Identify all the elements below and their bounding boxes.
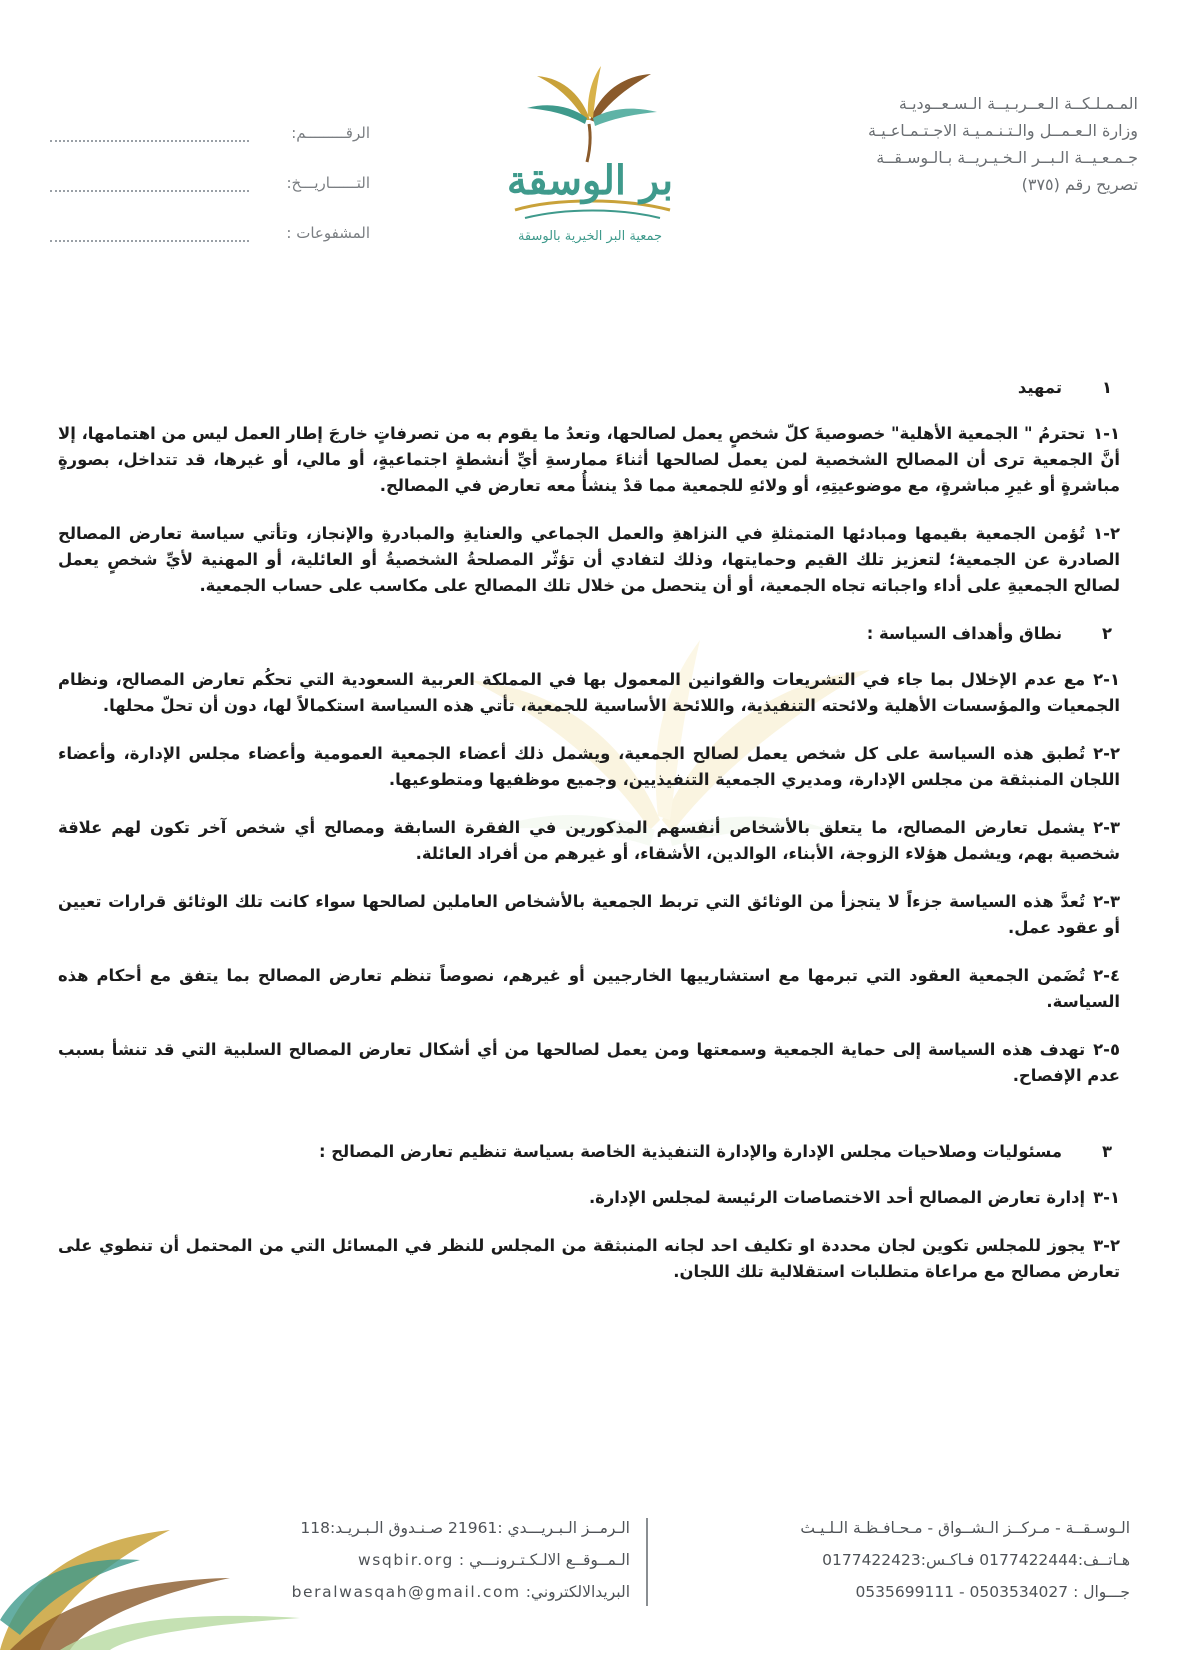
- section-title: مسئوليات وصلاحيات مجلس الإدارة والإدارة التنفيذية الخاصة بسياسة تنظيم تعارض المصالح :: [318, 1142, 1062, 1161]
- footer-contact-block: [210, 1512, 630, 1608]
- paragraph: [58, 521, 1120, 599]
- paragraph: [58, 741, 1120, 793]
- paragraph-number: ١-١: [1093, 424, 1120, 443]
- paragraph: [58, 963, 1120, 1015]
- paragraph: [58, 421, 1120, 499]
- paragraph-number: ٢-٣: [1093, 1236, 1120, 1255]
- paragraph-number: ٣-٢: [1093, 892, 1120, 911]
- paragraph-number: ١-٣: [1093, 1188, 1120, 1207]
- footer-postal: الـرمــز الـبـريـــدي :21961 صـنـدوق الـبـريـد:118: [300, 1519, 630, 1537]
- section-spacer: [58, 1111, 1120, 1139]
- section-title: تمهيد: [1017, 378, 1062, 397]
- section-number: ٣: [1101, 1142, 1112, 1161]
- ref-number-label: الرقـــــــــم:: [291, 124, 370, 142]
- footer-website: الـمــوقــع الالـكـتـرونـــي : wsqbir.org: [357, 1551, 630, 1569]
- org-line-ministry: وزارة الـعـمــل والـتـنـمـيـة الاجـتـمـاعـيـة: [867, 121, 1138, 140]
- ref-number-line: [50, 126, 249, 142]
- paragraph-text: يجوز للمجلس تكوين لجان محددة او تكليف احد لجانه المنبثقة من المجلس للنظر في المسائل التي من المحتمل أن تنطوي على تعارض مصالح مع مراعاة متطلبات استقلالية تلك اللجان.: [58, 1236, 1120, 1281]
- paragraph: [58, 815, 1120, 867]
- paragraph: [58, 667, 1120, 719]
- paragraph: [58, 1037, 1120, 1089]
- paragraph-text: تهدف هذه السياسة إلى حماية الجمعية وسمعتها ومن يعمل لصالحها من أي أشكال تعارض المصالح السلبية التي قد تنشأ بسبب عدم الإفصاح.: [58, 1040, 1120, 1085]
- section-title: نطاق وأهداف السياسة :: [866, 624, 1062, 643]
- paragraph-text: تُطبق هذه السياسة على كل شخص يعمل لصالح الجمعية، ويشمل ذلك أعضاء الجمعية العمومية وأعضاء مجلس الإدارة، وأعضاء اللجان المنبثقة من مجلس الإدارة، ومديري الجمعية التنفيذيين، وجميع موظفيها ومتطوعيها.: [58, 744, 1120, 789]
- ref-date-label: التــــــاريـــخ:: [286, 174, 370, 192]
- ref-date-row: [50, 142, 370, 192]
- footer: [60, 1512, 1130, 1610]
- footer-divider: [646, 1518, 648, 1606]
- section-number: ٢: [1101, 624, 1112, 643]
- paragraph: [58, 1185, 1120, 1211]
- section-number: ١: [1101, 378, 1112, 397]
- ref-attachments-row: [50, 192, 370, 242]
- paragraph-number: ٢-١: [1093, 524, 1120, 543]
- paragraph-number: ٤-٢: [1093, 966, 1120, 985]
- paragraph-number: ٣-٢: [1093, 818, 1120, 837]
- section-2-heading: [58, 621, 1120, 647]
- footer-mobile: جـــوال : 0503534027 - 0535699111: [855, 1583, 1130, 1601]
- org-line-permit: تصريح رقم (٣٧٥): [1021, 175, 1138, 194]
- document-body: [58, 375, 1120, 1307]
- org-line-kingdom: المـمـلـكــة الـعــربـيــة الـسـعــوديـة: [898, 94, 1138, 113]
- paragraph: [58, 1233, 1120, 1285]
- paragraph-number: ٢-٢: [1093, 744, 1120, 763]
- section-3-heading: [58, 1139, 1120, 1165]
- ref-attachments-line: [50, 226, 249, 242]
- paragraph-text: مع عدم الإخلال بما جاء في التشريعات والقوانين المعمول بها في المملكة العربية السعودية التي تحكُم تعارض المصالح، ونظام الجمعيات والمؤسسات الأهلية ولائحته التنفيذية، واللائحة الأساسية للجمعية، تأتي هذه السياسة استكمالاً لها، دون أن تحلّ محلها.: [58, 670, 1120, 715]
- paragraph-text: تُؤمن الجمعية بقيمها ومبادئها المتمثلةِ في النزاهةِ والعمل الجماعي والعنايةِ والمبادرةِ والإنجاز، وتأتي سياسة تعارض المصالح الصادرة عن الجمعية؛ لتعزيز تلك القيم وحمايتها، وذلك لتفادي أن تؤثّر المصلحةُ الشخصيةُ أو العائلية، أو المهنية لأيِّ شخصٍ يعمل لصالح الجمعيةِ على أداء واجباته تجاه الجمعية، أو أن يتحصل من خلال تلك المصالح على مكاسب على حساب الجمعية.: [58, 524, 1120, 595]
- ref-date-line: [50, 176, 249, 192]
- logo-text: بر الوسقة: [506, 157, 674, 204]
- paragraph-number: ٥-٢: [1093, 1040, 1120, 1059]
- paragraph: [58, 889, 1120, 941]
- paragraph-text: إدارة تعارض المصالح أحد الاختصاصات الرئيسة لمجلس الإدارة.: [588, 1188, 1086, 1207]
- footer-email: البريدالالكتروني: beralwasqah@gmail.com: [291, 1583, 630, 1601]
- section-1-heading: [58, 375, 1120, 401]
- footer-address-block: [662, 1512, 1130, 1608]
- ref-number-row: [50, 92, 370, 142]
- paragraph-number: ١-٢: [1093, 670, 1120, 689]
- organization-header: [718, 90, 1138, 198]
- paragraph-text: يشمل تعارض المصالح، ما يتعلق بالأشخاص أنفسهم المذكورين في الفقرة السابقة ومصالح أي شخص آخر تكون لهم علاقة شخصية بهم، ويشمل هؤلاء الزوجة، الأبناء، الوالدين، الأشقاء، أو غيرهم من أفراد العائلة.: [58, 818, 1120, 863]
- logo-caption: جمعية البر الخيرية بالوسقة: [517, 229, 663, 244]
- paragraph-text: تُضَمن الجمعية العقود التي تبرمها مع استشارييها الخارجيين أو غيرهم، نصوصاً تنظم تعارض المصالح بما يتفق مع أحكام هذه السياسة.: [58, 966, 1120, 1011]
- paragraph-text: تحترمُ " الجمعية الأهلية" خصوصيةَ كلّ شخصٍ يعمل لصالحها، وتعدُ ما يقوم به من تصرفاتٍ خارجَ إطار العمل ليس من اهتمامها، إلا أنَّ الجمعية ترى أن المصالح الشخصية لمن يعمل لصالحها أثناءَ ممارسةِ أيِّ أنشطةٍ اجتماعيةٍ، أو مالي، أو غيرها، قد تتداخل، بصورةٍ مباشرةٍ أو غيرِ مباشرةٍ، مع موضوعيتِهِ، أو ولائهِ للجمعية مما قدْ ينشأُ معه تعارض في المصالح.: [58, 424, 1120, 495]
- reference-fields: [50, 92, 370, 242]
- footer-address: الـوسـقــة - مـركــز الـشــواق - مـحـافـظـة الـلـيـث: [800, 1519, 1130, 1537]
- footer-phone-fax: هـاتــف:0177422444 فـاكـس:0177422423: [822, 1551, 1130, 1569]
- org-line-association: جـمـعـيــة الـبــر الـخـيـريــة بـالـوسـقــة: [876, 148, 1138, 167]
- association-logo: [475, 58, 705, 248]
- paragraph-text: تُعدَّ هذه السياسة جزءاً لا يتجزأ من الوثائق التي تربط الجمعية بالأشخاص العاملين لصالحها سواء كانت تلك الوثائق قرارات تعيين أو عقود عمل.: [58, 892, 1120, 937]
- palm-icon: [527, 66, 657, 162]
- ref-attachments-label: المشفوعات :: [286, 224, 370, 242]
- logo-graphic: [475, 58, 705, 248]
